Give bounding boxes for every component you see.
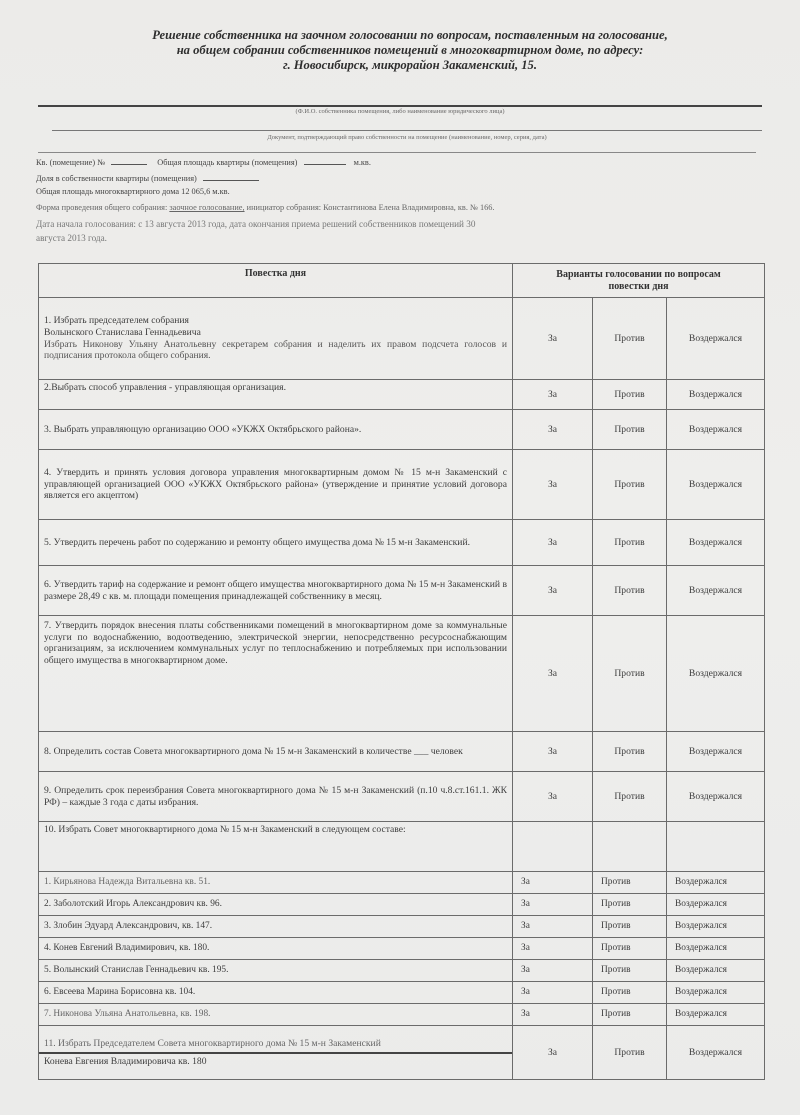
- candidate-3-for[interactable]: За: [513, 916, 593, 938]
- candidate-3-abstain[interactable]: Воздержался: [667, 916, 765, 938]
- candidate-5-abstain[interactable]: Воздержался: [667, 960, 765, 982]
- candidate-6: 6. Евсеева Марина Борисовна кв. 104.: [39, 982, 513, 1004]
- question-1: [39, 298, 513, 380]
- title-line-2: на общем собрании собственников помещений в многоквартирном доме, по адресу:: [176, 43, 644, 57]
- vote-abstain-8[interactable]: Воздержался: [667, 732, 765, 772]
- share-label: Доля в собственности квартиры (помещения): [36, 174, 197, 183]
- meeting-initiator: инициатор собрания: Константинова Елена Владимировна, кв. № 166.: [244, 203, 495, 212]
- vote-abstain-11[interactable]: Воздержался: [667, 1026, 765, 1080]
- candidate-5: 5. Волынский Станислав Геннадьевич кв. 195.: [39, 960, 513, 982]
- vote-abstain-1[interactable]: Воздержался: [667, 298, 765, 380]
- voting-dates-line-1: Дата начала голосования: с 13 августа 2013 года, дата окончания приема решений собственников помещений 30: [36, 219, 476, 229]
- candidate-6-against[interactable]: Против: [593, 982, 667, 1004]
- candidate-row: [39, 960, 765, 982]
- question-4: 4. Утвердить и принять условия договора управления многоквартирным домом № 15 м-н Закаменский с управляющей организацией ООО «УКЖХ Октябрьского района» (утверждение и принятие условий договора является его акцептом): [39, 450, 513, 520]
- header-voting-options: Варианты голосовании по вопросам повестки дня: [513, 264, 765, 298]
- title-line-1: Решение собственника на заочном голосовании по вопросам, поставленным на голосование,: [152, 28, 668, 42]
- building-area: Общая площадь многоквартирного дома 12 065,6 м.кв.: [36, 187, 230, 196]
- table-header-row: [39, 264, 765, 298]
- candidate-row: [39, 938, 765, 960]
- question-11-nominee: Конева Евгения Владимировича кв. 180: [44, 1055, 207, 1067]
- document-title: [60, 28, 760, 73]
- table-row: [39, 616, 765, 732]
- table-row: [39, 1026, 765, 1080]
- table-row: [39, 450, 765, 520]
- question-1-line-3: Избрать Никонову Ульяну Анатольевну секретарем собрания и наделить их правом подсчета голосов и подписания протокола общего собрания.: [44, 338, 507, 362]
- owner-name-line[interactable]: [38, 105, 762, 107]
- table-row: [39, 822, 765, 872]
- vote-for-5[interactable]: За: [513, 520, 593, 566]
- candidate-4-abstain[interactable]: Воздержался: [667, 938, 765, 960]
- candidate-2-for[interactable]: За: [513, 894, 593, 916]
- candidate-4: 4. Конев Евгений Владимирович, кв. 180.: [39, 938, 513, 960]
- agenda-table: [38, 263, 765, 1080]
- candidate-1-abstain[interactable]: Воздержался: [667, 872, 765, 894]
- vote-for-6[interactable]: За: [513, 566, 593, 616]
- vote-abstain-5[interactable]: Воздержался: [667, 520, 765, 566]
- question-11-text: 11. Избрать Председателем Совета многоквартирного дома № 15 м-н Закаменский: [39, 1036, 512, 1054]
- table-row: [39, 380, 765, 410]
- candidate-row: [39, 894, 765, 916]
- apartment-label: Кв. (помещение) №: [36, 158, 106, 167]
- question-6: 6. Утвердить тариф на содержание и ремонт общего имущества многоквартирного дома № 15 м-н Закаменский в размере 28,49 с кв. м. площади помещения принадлежащей собственнику в месяц.: [39, 566, 513, 616]
- vote-against-6[interactable]: Против: [593, 566, 667, 616]
- candidate-5-for[interactable]: За: [513, 960, 593, 982]
- vote-empty-10c: [667, 822, 765, 872]
- divider-line: [38, 152, 756, 153]
- vote-against-5[interactable]: Против: [593, 520, 667, 566]
- candidate-6-for[interactable]: За: [513, 982, 593, 1004]
- candidate-5-against[interactable]: Против: [593, 960, 667, 982]
- table-row: [39, 732, 765, 772]
- candidate-7-for[interactable]: За: [513, 1004, 593, 1026]
- vote-for-9[interactable]: За: [513, 772, 593, 822]
- question-2: 2.Выбрать способ управления - управляющая организация.: [39, 380, 513, 410]
- apartment-area-label: Общая площадь квартиры (помещения): [157, 158, 298, 167]
- vote-abstain-9[interactable]: Воздержался: [667, 772, 765, 822]
- candidate-row: [39, 1004, 765, 1026]
- question-11: [39, 1026, 513, 1080]
- question-5: 5. Утвердить перечень работ по содержанию и ремонту общего имущества дома № 15 м-н Закаменский.: [39, 520, 513, 566]
- vote-for-3[interactable]: За: [513, 410, 593, 450]
- share-field[interactable]: [203, 172, 259, 181]
- candidate-3: 3. Злобин Эдуард Александрович, кв. 147.: [39, 916, 513, 938]
- vote-abstain-3[interactable]: Воздержался: [667, 410, 765, 450]
- table-row: [39, 772, 765, 822]
- question-8: 8. Определить состав Совета многоквартирного дома № 15 м-н Закаменский в количестве ___ человек: [39, 732, 513, 772]
- share-row: [36, 172, 259, 183]
- vote-for-7[interactable]: За: [513, 616, 593, 732]
- question-7: 7. Утвердить порядок внесения платы собственниками помещений в многоквартирном доме за коммунальные услуги по водоснабжению, водоотведению, электрической энергии, непосредственно ресурсоснабжающим организациям, за исключением коммунальных услуг по теплоснабжению и потребляемых при использовании общего имущества в многоквартирном доме.: [39, 616, 513, 732]
- candidate-row: [39, 916, 765, 938]
- candidate-3-against[interactable]: Против: [593, 916, 667, 938]
- vote-for-1[interactable]: За: [513, 298, 593, 380]
- apartment-number-field[interactable]: [111, 156, 147, 165]
- document-caption: Документ, подтверждающий право собственности на помещение (наименование, номер, серия, дата): [267, 134, 547, 141]
- table-row: [39, 566, 765, 616]
- voting-dates-line-2: августа 2013 года.: [36, 233, 107, 243]
- table-row: [39, 298, 765, 380]
- vote-for-4[interactable]: За: [513, 450, 593, 520]
- candidate-7-abstain[interactable]: Воздержался: [667, 1004, 765, 1026]
- meeting-form-prefix: Форма проведения общего собрания:: [36, 203, 170, 212]
- vote-against-9[interactable]: Против: [593, 772, 667, 822]
- candidate-4-against[interactable]: Против: [593, 938, 667, 960]
- candidate-2-against[interactable]: Против: [593, 894, 667, 916]
- candidate-row: [39, 982, 765, 1004]
- question-10: 10. Избрать Совет многоквартирного дома № 15 м-н Закаменский в следующем составе:: [39, 822, 513, 872]
- candidate-2: 2. Заболотский Игорь Александрович кв. 96.: [39, 894, 513, 916]
- vote-for-2[interactable]: За: [513, 380, 593, 410]
- vote-empty-10a: [513, 822, 593, 872]
- apartment-row: [36, 156, 371, 167]
- vote-against-8[interactable]: Против: [593, 732, 667, 772]
- candidate-2-abstain[interactable]: Воздержался: [667, 894, 765, 916]
- candidate-7-against[interactable]: Против: [593, 1004, 667, 1026]
- vote-abstain-2[interactable]: Воздержался: [667, 380, 765, 410]
- question-9: 9. Определить срок переизбрания Совета многоквартирного дома № 15 м-н Закаменский (п.10 ч.8.ст.161.1. ЖК РФ) – каждые 3 года с даты избрания.: [39, 772, 513, 822]
- apartment-area-unit: м.кв.: [353, 158, 371, 167]
- vote-empty-10b: [593, 822, 667, 872]
- candidate-7: 7. Никонова Ульяна Анатольевна, кв. 198.: [39, 1004, 513, 1026]
- document-line[interactable]: [52, 130, 762, 131]
- vote-against-4[interactable]: Против: [593, 450, 667, 520]
- question-1-line-1: 1. Избрать председателем собрания: [44, 315, 189, 327]
- question-1-line-2: Волынского Станислава Геннадьевича: [44, 326, 201, 338]
- candidate-1: 1. Кирьянова Надежда Витальевна кв. 51.: [39, 872, 513, 894]
- candidate-4-for[interactable]: За: [513, 938, 593, 960]
- header-agenda: Повестка дня: [39, 264, 513, 298]
- vote-abstain-6[interactable]: Воздержался: [667, 566, 765, 616]
- vote-abstain-4[interactable]: Воздержался: [667, 450, 765, 520]
- vote-against-3[interactable]: Против: [593, 410, 667, 450]
- candidate-1-against[interactable]: Против: [593, 872, 667, 894]
- candidate-6-abstain[interactable]: Воздержался: [667, 982, 765, 1004]
- table-row: [39, 410, 765, 450]
- title-line-3: г. Новосибирск, микрорайон Закаменский, 15.: [282, 58, 538, 72]
- table-row: [39, 520, 765, 566]
- candidate-1-for[interactable]: За: [513, 872, 593, 894]
- candidate-row: [39, 872, 765, 894]
- vote-for-8[interactable]: За: [513, 732, 593, 772]
- vote-against-1[interactable]: Против: [593, 298, 667, 380]
- meeting-form: [36, 203, 495, 212]
- meeting-form-value: заочное голосование,: [169, 203, 245, 212]
- vote-against-11[interactable]: Против: [593, 1026, 667, 1080]
- question-3: 3. Выбрать управляющую организацию ООО «УКЖХ Октябрьского района».: [39, 410, 513, 450]
- apartment-area-field[interactable]: [304, 156, 346, 165]
- vote-abstain-7[interactable]: Воздержался: [667, 616, 765, 732]
- owner-caption: (Ф.И.О. собственника помещения, либо наименование юридического лица): [295, 108, 505, 115]
- vote-for-11[interactable]: За: [513, 1026, 593, 1080]
- vote-against-2[interactable]: Против: [593, 380, 667, 410]
- vote-against-7[interactable]: Против: [593, 616, 667, 732]
